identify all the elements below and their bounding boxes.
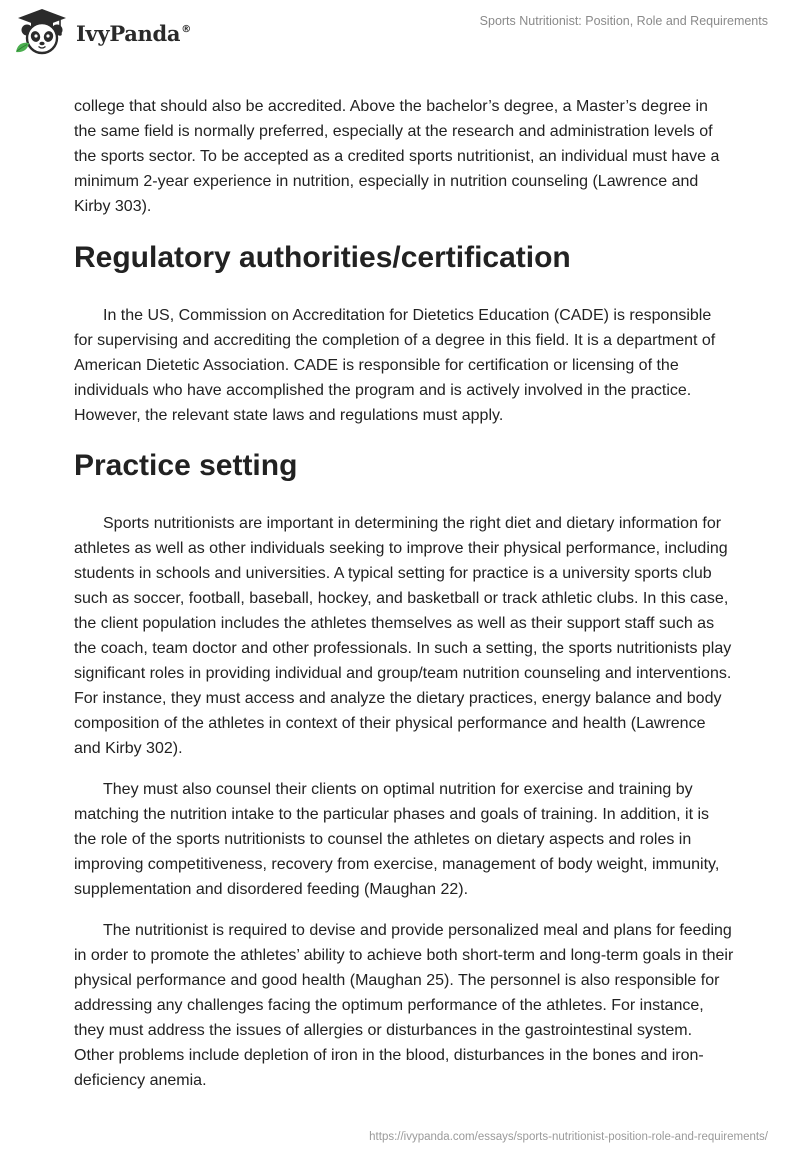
heading-regulatory-authorities: Regulatory authorities/certification: [74, 241, 571, 274]
heading-practice-setting: Practice setting: [74, 449, 298, 482]
paragraph-practice-setting-3: The nutritionist is required to devise and provide personalized meal and plans for feeding in order to promote the athletes’ ability to achieve both short-term and long-term goals in their physical performance and good health (Maughan 25). The personnel is also responsible for addressing any challenges facing the optimum performance of the athletes. For instance, they must address the issues of allergies or disturbances in the gastrointestinal system. Other problems include depletion of iron in the blood, disturbances in the bones and iron-deficiency anemia.: [74, 922, 734, 1089]
document-title: Sports Nutritionist: Position, Role and Requirements: [479, 14, 768, 28]
paragraph-practice-setting-1: Sports nutritionists are important in determining the right diet and dietary information for athletes as well as other individuals seeking to improve their physical performance, including students in schools and universities. A typical setting for practice is a university sports club such as soccer, football, baseball, hockey, and basketball or track athletic clubs. In this case, the client population includes the athletes themselves as well as their support staff such as the coach, team doctor and other professionals. In such a setting, the sports nutritionists play significant roles in providing individual and group/team nutrition counseling and interventions. For instance, they must access and analyze the dietary practices, energy balance and body composition of the athletes in context of their physical performance and health (Lawrence and Kirby 302).: [74, 515, 732, 757]
logo-registered-mark: ®: [181, 23, 191, 35]
page-header: [0, 0, 800, 60]
ivypanda-logo[interactable]: [14, 8, 191, 56]
panda-graduate-icon: [14, 8, 70, 56]
paragraph-regulatory: In the US, Commission on Accreditation for Dietetics Education (CADE) is responsible for supervising and accrediting the completion of a degree in this field. It is a department of American Dietetic Association. CADE is responsible for certification or licensing of the individuals who have accomplished the program and is actively involved in the practice. However, the relevant state laws and regulations must apply.: [74, 307, 716, 424]
source-url[interactable]: https://ivypanda.com/essays/sports-nutritionist-position-role-and-requirements/: [369, 1131, 768, 1143]
essay-content: [74, 94, 734, 1093]
logo-text: IvyPanda®: [76, 20, 191, 46]
paragraph-practice-setting-2: They must also counsel their clients on optimal nutrition for exercise and training by matching the nutrition intake to the particular phases and goals of training. In addition, it is the role of the sports nutritionists to counsel the athletes on dietary aspects and roles in improving competitiveness, recovery from exercise, management of body weight, immunity, supplementation and disordered feeding (Maughan 22).: [74, 781, 720, 898]
paragraph-continued: college that should also be accredited. Above the bachelor’s degree, a Master’s degree in the same field is normally preferred, especially at the research and administration levels of the sports sector. To be accepted as a credited sports nutritionist, an individual must have a minimum 2-year experience in nutrition, especially in nutrition counseling (Lawrence and Kirby 303).: [74, 98, 720, 215]
